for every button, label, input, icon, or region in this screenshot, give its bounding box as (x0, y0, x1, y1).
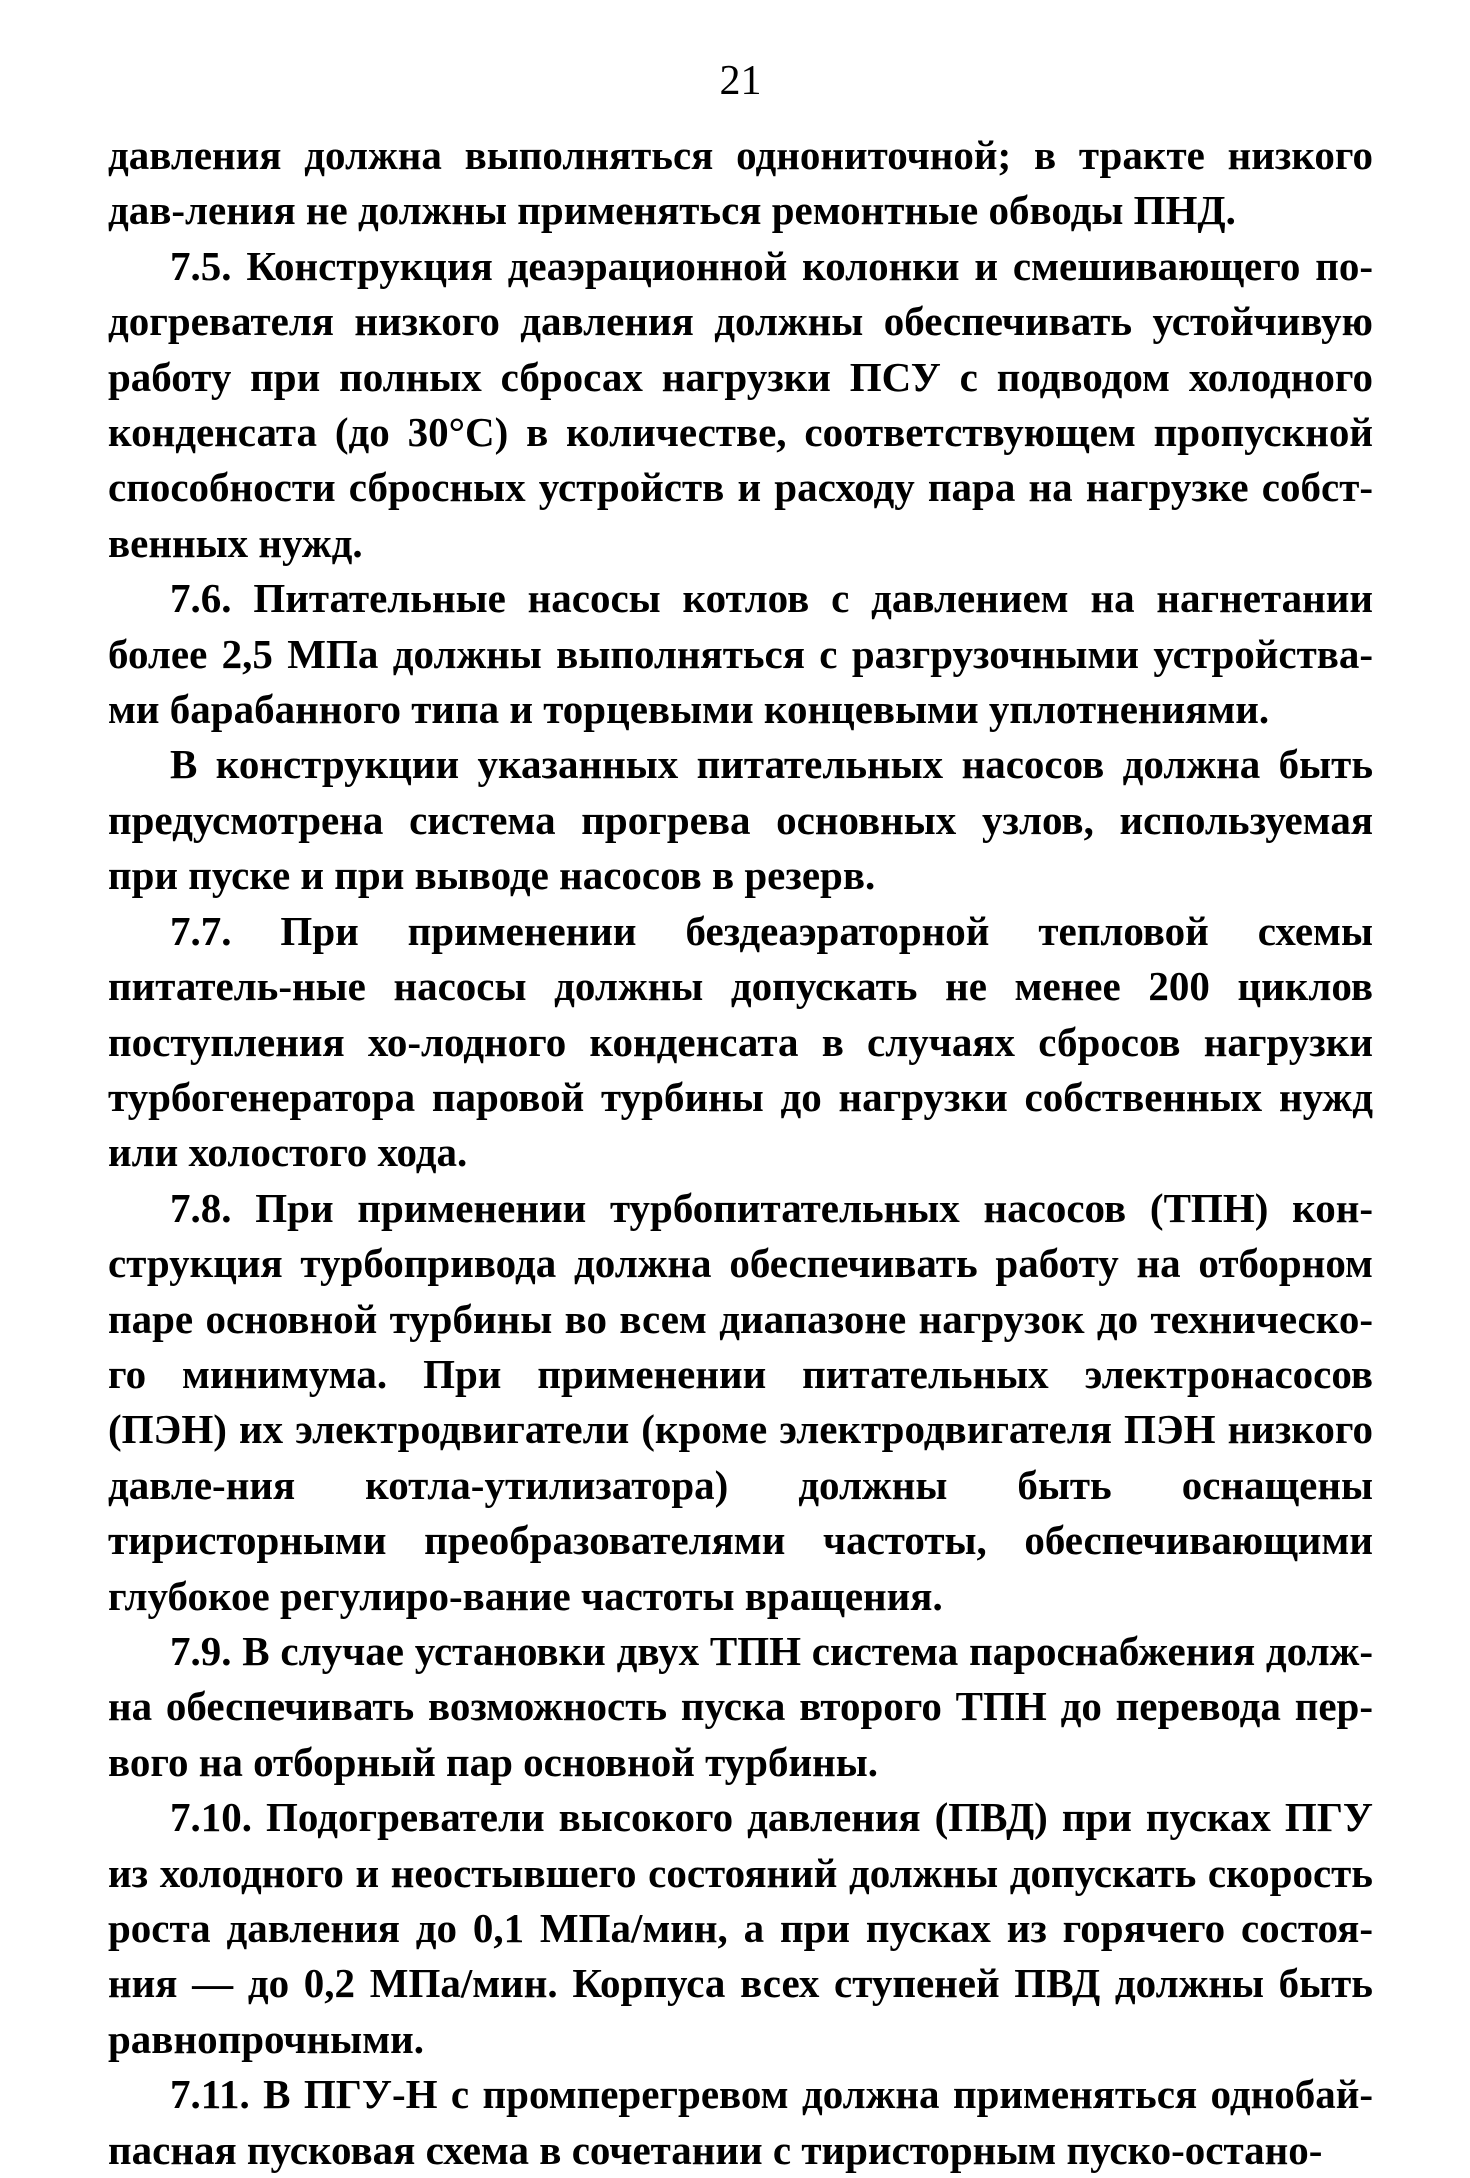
paragraph-continuation: давления должна выполняться однониточной; в тракте низкого дав-ления не должны применяться ремонтные обводы ПНД. (108, 132, 1373, 234)
paragraph-7-6-cont: В конструкции указанных питательных насосов должна быть предусмотрена система прогрева основных узлов, используемая при пуске и при выводе насосов в резерв. (108, 741, 1373, 899)
paragraph-7-6: 7.6. Питательные насосы котлов с давлением на нагнетании более 2,5 МПа должны выполняться с разгрузочными устройства-ми барабанного типа и торцевыми концевыми уплотнениями. (108, 575, 1373, 733)
page-number: 21 (719, 58, 762, 104)
paragraph-7-7: 7.7. При применении бездеаэраторной тепловой схемы питатель-ные насосы должны допускать не менее 200 циклов поступления хо-лодного конденсата в случаях сбросов нагрузки турбогенератора паровой турбины до нагрузки собственных нужд или холостого хода. (108, 907, 1373, 1176)
paragraph-7-9: 7.9. В случае установки двух ТПН система пароснабжения долж-на обеспечивать возможность пуска второго ТПН до перевода пер-вого на отборный пар основной турбины. (108, 1627, 1373, 1785)
paragraph-7-10: 7.10. Подогреватели высокого давления (ПВД) при пусках ПГУ из холодного и неостывшего состояний должны допускать скорость роста давления до 0,1 МПа/мин, а при пусках из горячего состоя-ния — до 0,2 МПа/мин. Корпуса всех ступеней ПВД должны быть равнопрочными. (108, 1794, 1373, 2062)
paragraph-7-11: 7.11. В ПГУ-Н с промперегревом должна применяться однобай-пасная пусковая схема в сочетании с тиристорным пуско-остано- (108, 2071, 1373, 2173)
paragraph-7-8: 7.8. При применении турбопитательных насосов (ТПН) кон-струкция турбопривода должна обеспечивать работу на отборном паре основной турбины во всем диапазоне нагрузок до техническо-го минимума. При применении питательных электронасосов (ПЭН) их электродвигатели (кроме электродвигателя ПЭН низкого давле-ния котла-утилизатора) должны быть оснащены тиристорными преобразователями частоты, обеспечивающими глубокое регулиро-вание частоты вращения. (108, 1184, 1373, 1619)
document-page (108, 58, 1373, 2178)
paragraph-7-5: 7.5. Конструкция деаэрационной колонки и смешивающего по-догревателя низкого давления должны обеспечивать устойчивую работу при полных сбросах нагрузки ПСУ с подводом холодного конденсата (до 30°С) в количестве, соответствующем пропускной способности сбросных устройств и расходу пара на нагрузке собст-венных нужд. (108, 242, 1373, 566)
